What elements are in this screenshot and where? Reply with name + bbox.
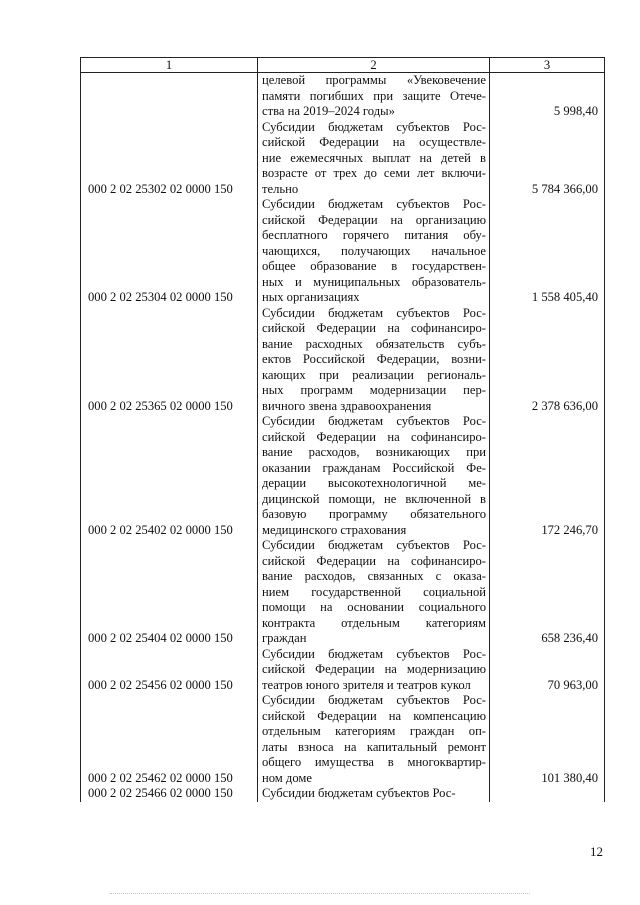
table-row	[81, 693, 605, 786]
amount-value: 2 378 636,00	[531, 398, 598, 413]
budget-code: 000 2 02 25365 02 0000 150	[88, 398, 233, 413]
budget-code-cell	[81, 693, 258, 786]
description-cell	[258, 693, 490, 786]
description-cell	[258, 306, 490, 415]
description-line: сийской Федерации на софинансиро-	[262, 553, 486, 568]
budget-code: 000 2 02 25404 02 0000 150	[88, 631, 233, 645]
amount-value: 5 784 366,00	[531, 181, 598, 196]
description-line: возрасте от трех до семи лет включи-	[262, 166, 486, 180]
description-line: нием государственной социальной	[262, 584, 486, 599]
description-line: вание расходов, связанных с оказа-	[262, 569, 486, 583]
description-line: Субсидии бюджетам субъектов Рос-	[262, 786, 456, 800]
description-line: ства на 2019–2024 годы»	[262, 104, 395, 118]
amount-value: 1 558 405,40	[531, 290, 598, 304]
budget-code: 000 2 02 25304 02 0000 150	[88, 290, 233, 304]
description-line: контракта отдельным категориям	[262, 615, 486, 630]
description-line: Субсидии бюджетам субъектов Рос-	[262, 693, 486, 707]
amount-cell	[490, 538, 605, 647]
budget-code-cell	[81, 120, 258, 198]
description-line: базовую программу обязательного	[262, 507, 486, 521]
description-line: ных организациях	[262, 290, 360, 304]
amount-cell	[490, 197, 605, 306]
amount-value: 172 246,70	[541, 522, 598, 537]
amount-cell	[490, 786, 605, 802]
description-line: общее образование в государствен-	[262, 259, 486, 273]
budget-code: 000 2 02 25456 02 0000 150	[88, 677, 233, 692]
description-line: дицинской помощи, не включенной в	[262, 491, 486, 506]
description-cell	[258, 647, 490, 694]
description-line: граждан	[262, 631, 307, 645]
description-cell	[258, 197, 490, 306]
amount-cell	[490, 414, 605, 538]
description-line: латы взноса на капитальный ремонт	[262, 739, 486, 754]
table-header	[81, 58, 605, 73]
description-cell	[258, 73, 490, 120]
description-line: Субсидии бюджетам субъектов Рос-	[262, 414, 486, 428]
amount-value: 5 998,40	[553, 104, 598, 118]
description-cell	[258, 120, 490, 198]
amount-value: 70 963,00	[547, 677, 598, 692]
description-line: сийской Федерации на организацию	[262, 212, 486, 227]
amount-cell	[490, 306, 605, 415]
amount-value: 658 236,40	[541, 631, 598, 645]
budget-code-cell	[81, 538, 258, 647]
description-line: Субсидии бюджетам субъектов Рос-	[262, 646, 486, 661]
budget-code-cell	[81, 306, 258, 415]
description-line: бесплатного горячего питания обу-	[262, 228, 486, 242]
budget-code-cell	[81, 786, 258, 802]
budget-code: 000 2 02 25466 02 0000 150	[88, 786, 233, 800]
description-line: ных и муниципальных образователь-	[262, 274, 486, 289]
description-line: вание расходов, возникающих при	[262, 445, 486, 459]
description-line: Субсидии бюджетам субъектов Рос-	[262, 538, 486, 552]
budget-code: 000 2 02 25302 02 0000 150	[88, 181, 233, 196]
column-header-1: 1	[81, 58, 258, 73]
table-row	[81, 414, 605, 538]
amount-cell	[490, 693, 605, 786]
description-line: медицинского страхования	[262, 522, 407, 537]
budget-code-cell	[81, 197, 258, 306]
column-header-2: 2	[258, 58, 490, 73]
description-line: кающих при реализации региональ-	[262, 367, 486, 382]
description-line: театров юного зрителя и театров кукол	[262, 677, 471, 692]
amount-cell	[490, 647, 605, 694]
description-line: Субсидии бюджетам субъектов Рос-	[262, 119, 486, 134]
description-line: вание расходных обязательств субъ-	[262, 336, 486, 351]
budget-table	[80, 57, 605, 802]
budget-code: 000 2 02 25402 02 0000 150	[88, 522, 233, 537]
table-row	[81, 197, 605, 306]
description-line: памяти погибших при защите Отече-	[262, 88, 486, 103]
description-line: Субсидии бюджетам субъектов Рос-	[262, 305, 486, 320]
description-line: ных программ модернизации пер-	[262, 383, 486, 397]
description-line: ном доме	[262, 770, 312, 785]
description-cell	[258, 414, 490, 538]
page-number: 12	[590, 844, 603, 859]
description-line: сийской Федерации на компенсацию	[262, 708, 486, 723]
amount-cell	[490, 73, 605, 120]
description-line: ние ежемесячных выплат на детей в	[262, 150, 486, 165]
description-line: тельно	[262, 181, 299, 196]
table-row	[81, 120, 605, 198]
table-row	[81, 786, 605, 802]
description-line: сийской Федерации на софинансиро-	[262, 321, 486, 335]
budget-code-cell	[81, 647, 258, 694]
budget-code-cell	[81, 73, 258, 120]
table-row	[81, 538, 605, 647]
scan-artifact-line	[110, 893, 530, 897]
amount-cell	[490, 120, 605, 198]
description-line: сийской Федерации на модернизацию	[262, 662, 486, 676]
budget-code-cell	[81, 414, 258, 538]
description-line: дерации высокотехнологичной ме-	[262, 476, 486, 490]
description-line: помощи на основании социального	[262, 600, 486, 614]
table-body	[81, 73, 605, 802]
description-line: ектов Российской Федерации, возни-	[262, 352, 486, 366]
description-line: чающихся, получающих начальное	[262, 243, 486, 258]
description-cell	[258, 786, 490, 802]
description-line: сийской Федерации на софинансиро-	[262, 429, 486, 444]
table-row	[81, 73, 605, 120]
table-row	[81, 647, 605, 694]
description-cell	[258, 538, 490, 647]
description-line: оказании гражданам Российской Фе-	[262, 460, 486, 475]
budget-code: 000 2 02 25462 02 0000 150	[88, 770, 233, 785]
amount-value: 101 380,40	[541, 770, 598, 785]
table-row	[81, 306, 605, 415]
description-line: Субсидии бюджетам субъектов Рос-	[262, 197, 486, 211]
description-line: целевой программы «Увековечение	[262, 73, 486, 87]
description-line: общего имущества в многоквартир-	[262, 755, 486, 769]
description-line: отдельным категориям граждан оп-	[262, 724, 486, 738]
description-line: вичного звена здравоохранения	[262, 398, 432, 413]
column-header-3: 3	[490, 58, 605, 73]
description-line: сийской Федерации на осуществле-	[262, 135, 486, 149]
